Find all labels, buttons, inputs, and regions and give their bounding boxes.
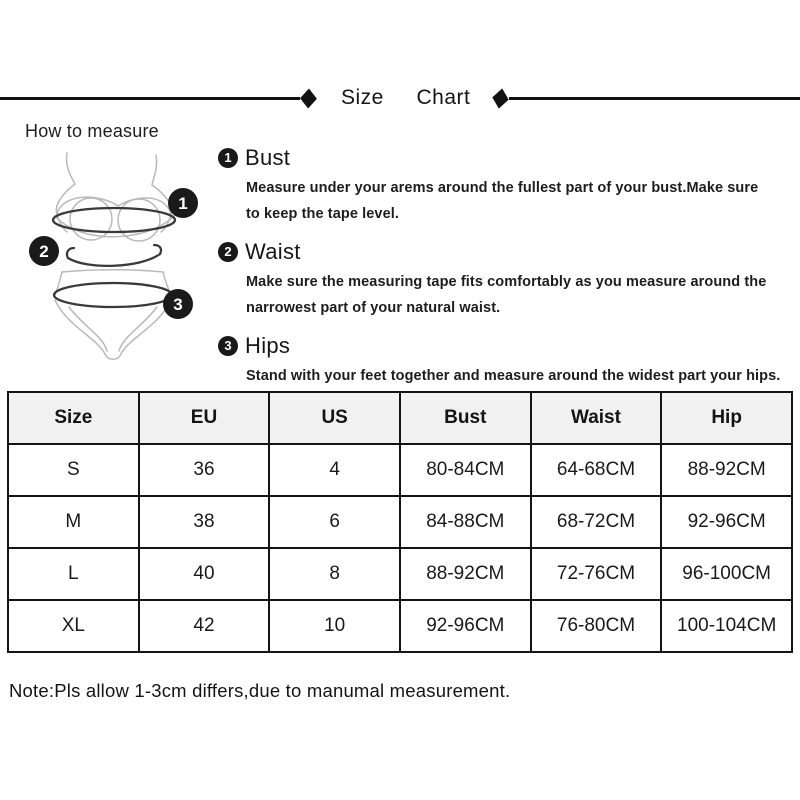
instruction-waist-heading — [218, 238, 794, 265]
text-line: Measure under your arems around the fullest part of your bust.Make sure — [246, 180, 759, 196]
cell-size: M — [8, 496, 139, 548]
cell-waist: 64-68CM — [531, 444, 662, 496]
text-line: Make sure the measuring tape fits comfortably as you measure around the — [246, 274, 767, 290]
cell-eu: 40 — [139, 548, 270, 600]
cell-waist: 72-76CM — [531, 548, 662, 600]
cell-bust: 80-84CM — [400, 444, 531, 496]
instruction-hips — [218, 332, 794, 389]
cell-hip: 100-104CM — [661, 600, 792, 652]
measure-point-3-badge — [163, 289, 193, 319]
diamond-icon — [300, 88, 317, 108]
title-rule-left — [0, 97, 300, 100]
cell-bust: 84-88CM — [400, 496, 531, 548]
measure-point-2-badge — [29, 236, 59, 266]
hip-measure-line — [54, 283, 172, 307]
cell-us: 8 — [269, 548, 400, 600]
cell-size: S — [8, 444, 139, 496]
column-header-us: US — [269, 392, 400, 444]
measurement-note: Note:Pls allow 1-3cm differs,due to manumal measurement. — [9, 680, 511, 701]
cell-hip: 96-100CM — [661, 548, 792, 600]
how-to-measure-heading: How to measure — [25, 121, 159, 141]
cell-hip: 88-92CM — [661, 444, 792, 496]
waist-measure-line — [67, 245, 161, 266]
bust-measure-line — [53, 208, 175, 232]
cell-size: XL — [8, 600, 139, 652]
table-row-s — [8, 444, 792, 496]
column-header-hip: Hip — [661, 392, 792, 444]
instruction-waist-text — [246, 269, 794, 321]
table-row-xl — [8, 600, 792, 652]
cell-us: 6 — [269, 496, 400, 548]
column-header-eu: EU — [139, 392, 270, 444]
table-row-l — [8, 548, 792, 600]
column-header-size: Size — [8, 392, 139, 444]
instruction-bust-heading — [218, 144, 794, 171]
cell-waist: 76-80CM — [531, 600, 662, 652]
cell-bust: 88-92CM — [400, 548, 531, 600]
instruction-hips-heading — [218, 332, 794, 359]
instruction-bust — [218, 144, 794, 227]
svg-text:3: 3 — [173, 295, 183, 314]
column-header-bust: Bust — [400, 392, 531, 444]
instruction-hips-title: Hips — [245, 332, 291, 358]
column-header-waist: Waist — [531, 392, 662, 444]
table-row-m — [8, 496, 792, 548]
size-table — [7, 391, 793, 653]
svg-text:1: 1 — [178, 194, 188, 213]
cell-hip: 92-96CM — [661, 496, 792, 548]
page-title: Size Chart — [341, 86, 471, 109]
cell-us: 10 — [269, 600, 400, 652]
measure-point-1-badge — [168, 188, 198, 218]
title-row — [0, 86, 800, 110]
text-line: to keep the tape level. — [246, 206, 399, 222]
instruction-waist-title: Waist — [245, 238, 301, 264]
instruction-bust-text — [246, 175, 794, 227]
measurement-illustration — [15, 148, 215, 383]
cell-size: L — [8, 548, 139, 600]
number-1-badge: 1 — [218, 148, 238, 168]
cell-bust: 92-96CM — [400, 600, 531, 652]
text-line: narrowest part of your natural waist. — [246, 300, 501, 316]
cell-eu: 38 — [139, 496, 270, 548]
diamond-icon — [493, 88, 509, 108]
instruction-hips-text — [246, 363, 794, 389]
cell-waist: 68-72CM — [531, 496, 662, 548]
svg-text:2: 2 — [39, 242, 49, 261]
number-3-badge: 3 — [218, 336, 238, 356]
cell-eu: 42 — [139, 600, 270, 652]
text-line: Stand with your feet together and measure around the widest part your hips. — [246, 368, 781, 384]
measure-instructions — [218, 144, 794, 400]
number-2-badge: 2 — [218, 242, 238, 262]
cell-eu: 36 — [139, 444, 270, 496]
instruction-bust-title: Bust — [245, 144, 291, 170]
size-table-header-row — [8, 392, 792, 444]
title-rule-right — [509, 97, 800, 100]
instruction-waist — [218, 238, 794, 321]
cell-us: 4 — [269, 444, 400, 496]
